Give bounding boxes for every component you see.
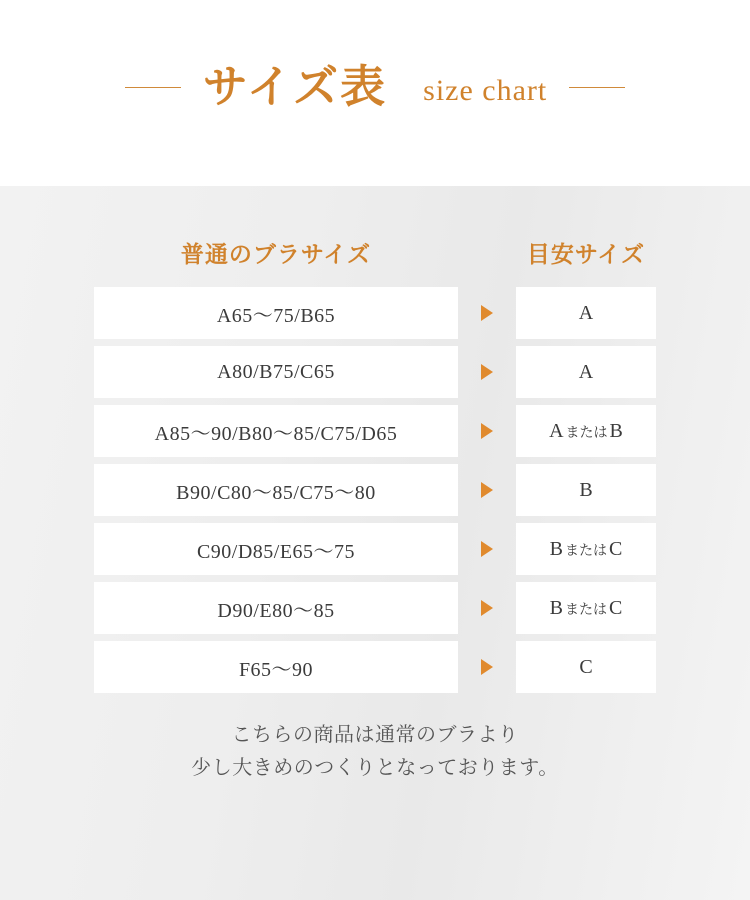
decorative-rule-left [125,87,181,88]
recommended-size-text: C [579,655,593,678]
recommended-size-conjunction: または [565,603,607,618]
table-row [0,641,750,693]
size-note-line-1: こちらの商品は通常のブラより [231,724,519,746]
arrow-cell [458,364,516,380]
cell-recommended-size [516,405,656,457]
triangle-right-icon [481,600,493,616]
recommended-size-text: A [578,360,594,383]
arrow-cell [458,305,516,321]
table-row [0,287,750,339]
cell-recommended-size [516,287,656,339]
size-note-line-2: 少し大きめのつくりとなっております。 [191,757,559,779]
arrow-cell [458,600,516,616]
recommended-size-conjunction: または [565,426,608,441]
cell-recommended-size [516,523,656,575]
table-row [0,346,750,398]
table-row [0,582,750,634]
recommended-size-conjunction: または [565,544,607,559]
column-header-normal-size: 普通のブラサイズ [180,242,372,267]
cell-recommended-size [516,641,656,693]
recommended-size-text: B [549,596,563,619]
recommended-size-text: B [549,537,563,560]
arrow-cell [458,423,516,439]
page-header [0,0,750,186]
recommended-size-text-alt: C [609,596,623,619]
size-table [0,287,750,693]
size-table-panel [0,186,750,900]
cell-normal-size: B90/C80〜85/C75〜80 [94,464,458,516]
recommended-size-text-alt: C [609,537,623,560]
triangle-right-icon [481,659,493,675]
decorative-rule-right [569,87,625,88]
column-header-recommended-size: 目安サイズ [526,242,646,267]
arrow-cell [458,659,516,675]
arrow-cell [458,482,516,498]
recommended-size-text: B [579,478,593,501]
recommended-size-text-alt: B [609,419,623,442]
page-title-jp: サイズ表 [202,61,388,112]
table-row [0,405,750,457]
cell-normal-size: A85〜90/B80〜85/C75/D65 [94,405,458,457]
arrow-cell [458,541,516,557]
cell-normal-size: C90/D85/E65〜75 [94,523,458,575]
cell-normal-size: A65〜75/B65 [94,287,458,339]
table-row [0,464,750,516]
triangle-right-icon [481,423,493,439]
table-column-headers [0,218,750,269]
triangle-right-icon [481,364,493,380]
triangle-right-icon [481,541,493,557]
page-title-en: size chart [423,74,548,107]
cell-normal-size: D90/E80〜85 [94,582,458,634]
table-row [0,523,750,575]
cell-normal-size: A80/B75/C65 [94,346,458,398]
triangle-right-icon [481,305,493,321]
cell-recommended-size [516,464,656,516]
cell-recommended-size [516,582,656,634]
header-inner [125,61,626,112]
size-note [0,719,750,785]
cell-recommended-size [516,346,656,398]
recommended-size-text: A [549,419,564,442]
cell-normal-size: F65〜90 [94,641,458,693]
triangle-right-icon [481,482,493,498]
recommended-size-text: A [578,301,594,324]
